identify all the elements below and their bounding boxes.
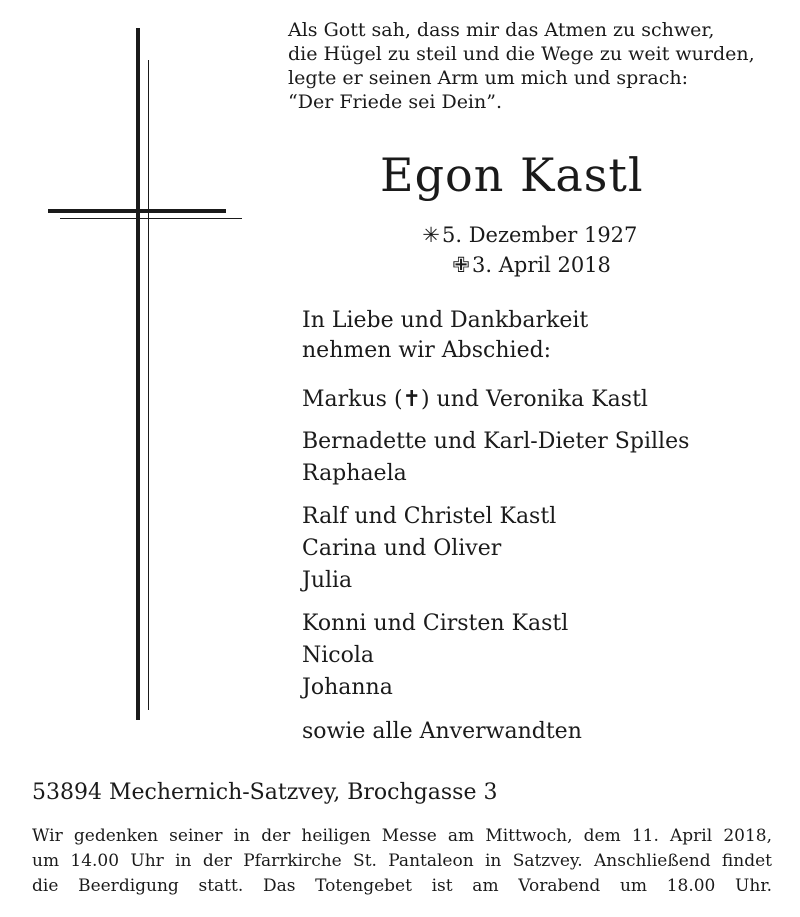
poem-line: “Der Friede sei Dein”. bbox=[288, 91, 503, 113]
cross-thin-vertical-line bbox=[148, 60, 149, 710]
family-line: Johanna bbox=[302, 675, 393, 700]
family-line: Nicola bbox=[302, 643, 375, 668]
life-dates bbox=[420, 220, 637, 280]
family-line: Bernadette und Karl-Dieter Spilles bbox=[302, 429, 690, 454]
family-line: Raphaela bbox=[302, 461, 407, 486]
birth-line bbox=[420, 220, 637, 250]
cross-horizontal-bar bbox=[48, 209, 226, 213]
family-group-2 bbox=[302, 426, 689, 490]
notice-line: die Beerdigung statt. Das Totengebet ist am Vorabend um 18.00 Uhr. bbox=[32, 876, 772, 896]
poem bbox=[288, 18, 788, 114]
cross-vertical-bar bbox=[136, 28, 140, 720]
mass-notice bbox=[32, 824, 772, 899]
poem-line: legte er seinen Arm um mich und sprach: bbox=[288, 67, 689, 89]
intro-line: nehmen wir Abschied: bbox=[302, 338, 552, 363]
family-line: Julia bbox=[302, 568, 353, 593]
address: 53894 Mechernich-Satzvey, Brochgasse 3 bbox=[32, 780, 498, 805]
family-line: Ralf und Christel Kastl bbox=[302, 504, 557, 529]
family-line: Carina und Oliver bbox=[302, 536, 502, 561]
notice-line: Wir gedenken seiner in der heiligen Messe am Mittwoch, dem 11. April 2018, bbox=[32, 826, 772, 846]
family-group-3 bbox=[302, 501, 556, 597]
death-date: 3. April 2018 bbox=[472, 253, 611, 277]
birth-star-icon: ✳ bbox=[422, 223, 440, 247]
family-group-1 bbox=[302, 384, 648, 416]
family-line: sowie alle Anverwandten bbox=[302, 719, 582, 744]
cross-thin-horizontal-line bbox=[60, 218, 242, 219]
farewell-intro bbox=[302, 306, 588, 366]
death-line bbox=[420, 250, 637, 280]
death-cross-icon: ✙ bbox=[452, 253, 470, 277]
poem-line: die Hügel zu steil und die Wege zu weit wurden, bbox=[288, 43, 755, 65]
family-line: Markus (✝) und Veronika Kastl bbox=[302, 387, 648, 412]
birth-date: 5. Dezember 1927 bbox=[442, 223, 638, 247]
deceased-name: Egon Kastl bbox=[380, 148, 644, 202]
intro-line: In Liebe und Dankbarkeit bbox=[302, 308, 589, 333]
poem-line: Als Gott sah, dass mir das Atmen zu schwer, bbox=[288, 19, 715, 41]
family-line: Konni und Cirsten Kastl bbox=[302, 611, 569, 636]
family-group-4 bbox=[302, 608, 568, 704]
notice-line: um 14.00 Uhr in der Pfarrkirche St. Pantaleon in Satzvey. Anschließend findet bbox=[32, 851, 772, 871]
family-group-5 bbox=[302, 716, 582, 748]
